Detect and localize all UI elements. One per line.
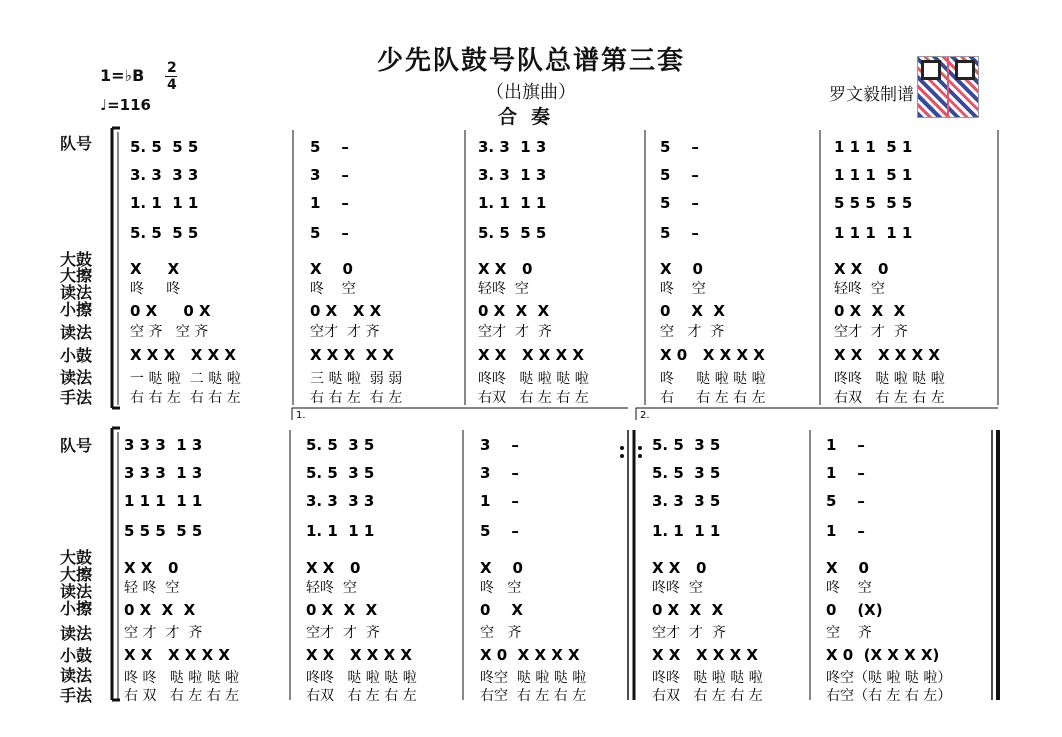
bass-measure-4: X X 0: [652, 559, 707, 577]
cym-read-measure-4: 空 才 齐: [660, 324, 725, 340]
second-ending-bracket: [636, 408, 998, 420]
horn-part-3-measure-1: 1. 1 1 1: [130, 194, 199, 212]
system-2-bracket: [112, 428, 120, 700]
snare-read-measure-5: 咚咚 哒 啦 哒 啦: [834, 371, 945, 387]
snare-measure-2: X X X X X X: [306, 646, 412, 664]
bass-read-measure-4: 咚咚 空: [652, 580, 703, 596]
bass-measure-4: X 0: [660, 260, 703, 278]
repeat-dots: [620, 446, 642, 458]
cym-measure-3: 0 X X X: [478, 302, 550, 320]
hand-measure-3: 右空 右 左 右 左: [480, 688, 587, 704]
snare-read-measure-3: 咚空 哒 啦 哒 啦: [480, 670, 587, 686]
hand-measure-2: 右 右 左 右 左: [310, 390, 403, 406]
label-dufa-1c: 读法: [60, 368, 93, 387]
snare-read-measure-3: 咚咚 哒 啦 哒 啦: [478, 371, 589, 387]
bass-read-measure-2: 咚 空: [310, 281, 356, 297]
cym-read-measure-3: 空 齐: [480, 625, 522, 641]
horn-part-1-measure-1: 3 3 3 1 3: [124, 436, 203, 454]
horn-part-1-measure-5: 1 1 1 5 1: [834, 138, 913, 156]
horn-part-3-measure-2: 1 –: [310, 194, 349, 212]
hand-measure-1: 右 双 右 左 右 左: [124, 688, 240, 704]
snare-read-measure-2: 三 哒 啦 弱 弱: [310, 371, 403, 387]
label-dagu-2: 大鼓: [60, 548, 93, 567]
score-subtitle: （出旗曲）: [486, 82, 576, 103]
hand-measure-3: 右双 右 左 右 左: [478, 390, 589, 406]
cym-read-measure-3: 空才 才 齐: [478, 324, 552, 340]
horn-part-2-measure-2: 3 –: [310, 166, 349, 184]
horn-part-2-measure-4: 5 –: [660, 166, 699, 184]
horn-part-1-measure-4: 5. 5 3 5: [652, 436, 721, 454]
score-mode: 合奏: [497, 106, 564, 128]
horn-part-3-measure-5: 5 5 5 5 5: [834, 194, 913, 212]
cym-measure-1: 0 X X X: [124, 601, 196, 619]
bass-read-measure-3: 咚 空: [480, 580, 522, 596]
horn-part-4-measure-1: 5 5 5 5 5: [124, 522, 203, 540]
hand-measure-2: 右双 右 左 右 左: [306, 688, 417, 704]
snare-measure-2: X X X X X: [310, 346, 394, 364]
hand-measure-4: 右双 右 左 右 左: [652, 688, 763, 704]
cym-read-measure-2: 空才 才 齐: [306, 625, 380, 641]
label-xiaocha-2: 小擦: [60, 599, 93, 618]
bass-read-measure-4: 咚 空: [660, 281, 706, 297]
cym-measure-5: 0 (X): [826, 601, 883, 619]
snare-measure-1: X X X X X X: [124, 646, 230, 664]
system-1-music: [130, 138, 945, 406]
horn-part-4-measure-2: 1. 1 1 1: [306, 522, 375, 540]
hand-measure-4: 右 右 左 右 左: [660, 390, 766, 406]
horn-part-4-measure-4: 5 –: [660, 224, 699, 242]
horn-part-4-measure-5: 1 –: [826, 522, 865, 540]
tempo-marking: ♩=116: [100, 96, 151, 114]
horn-part-4-measure-4: 1. 1 1 1: [652, 522, 721, 540]
cym-measure-2: 0 X X X: [310, 302, 382, 320]
cym-read-measure-1: 空 才 才 齐: [124, 625, 203, 641]
horn-part-2-measure-2: 5. 5 3 5: [306, 464, 375, 482]
cym-measure-3: 0 X: [480, 601, 523, 619]
horn-part-3-measure-3: 1. 1 1 1: [478, 194, 547, 212]
bass-read-measure-2: 轻咚 空: [306, 580, 357, 596]
label-dagu-1: 大鼓: [60, 250, 93, 269]
bass-measure-5: X X 0: [834, 260, 889, 278]
label-xiaogu-1: 小鼓: [60, 346, 93, 365]
horn-part-1-measure-3: 3 –: [480, 436, 519, 454]
horn-part-1-measure-1: 5. 5 5 5: [130, 138, 199, 156]
label-haodui-2: 队号: [60, 436, 93, 455]
horn-part-2-measure-3: 3 –: [480, 464, 519, 482]
first-ending-bracket: [292, 408, 628, 420]
horn-part-1-measure-2: 5 –: [310, 138, 349, 156]
label-dufa-2c: 读法: [60, 666, 93, 685]
hand-measure-5: 右空（右 左 右 左）: [826, 688, 952, 704]
horn-part-3-measure-2: 3. 3 3 3: [306, 492, 375, 510]
horn-part-2-measure-1: 3 3 3 1 3: [124, 464, 203, 482]
horn-part-1-measure-2: 5. 5 3 5: [306, 436, 375, 454]
cym-read-measure-1: 空 齐 空 齐: [130, 324, 209, 340]
snare-measure-1: X X X X X X: [130, 346, 236, 364]
cym-read-measure-5: 空 齐: [826, 625, 872, 641]
hand-measure-5: 右双 右 左 右 左: [834, 390, 945, 406]
horn-part-4-measure-2: 5 –: [310, 224, 349, 242]
cym-measure-4: 0 X X X: [652, 601, 724, 619]
horn-part-1-measure-5: 1 –: [826, 436, 865, 454]
cym-read-measure-2: 空才 才 齐: [310, 324, 380, 340]
second-ending-label: 2.: [640, 410, 650, 421]
system-2-music: [124, 436, 951, 704]
label-haodui-1: 队号: [60, 134, 93, 153]
horn-part-2-measure-5: 1 –: [826, 464, 865, 482]
snare-read-measure-4: 咚 哒 啦 哒 啦: [660, 371, 766, 387]
horn-part-2-measure-3: 3. 3 1 3: [478, 166, 547, 184]
bass-measure-2: X X 0: [306, 559, 361, 577]
label-dacha-2: 大擦: [60, 565, 93, 584]
bass-read-measure-5: 咚 空: [826, 580, 872, 596]
horn-part-3-measure-4: 5 –: [660, 194, 699, 212]
horn-part-3-measure-3: 1 –: [480, 492, 519, 510]
label-xiaocha-1: 小擦: [60, 300, 93, 319]
bass-read-measure-3: 轻咚 空: [478, 281, 529, 297]
bass-measure-3: X 0: [480, 559, 523, 577]
first-ending-label: 1.: [296, 410, 306, 421]
bass-measure-1: X X: [130, 260, 180, 278]
label-dufa-2a: 读法: [60, 582, 93, 601]
label-xiaogu-2: 小鼓: [60, 646, 93, 665]
horn-part-1-measure-3: 3. 3 1 3: [478, 138, 547, 156]
label-dufa-2b: 读法: [60, 624, 93, 643]
snare-measure-4: X 0 X X X X: [660, 346, 765, 364]
time-signature-bottom: 4: [167, 77, 177, 93]
horn-part-4-measure-1: 5. 5 5 5: [130, 224, 199, 242]
snare-measure-4: X X X X X X: [652, 646, 758, 664]
snare-read-measure-1: 咚 咚 哒 啦 哒 啦: [124, 670, 240, 686]
hand-measure-1: 右 右 左 右 右 左: [130, 390, 241, 406]
bass-read-measure-5: 轻咚 空: [834, 281, 885, 297]
snare-measure-3: X X X X X X: [478, 346, 584, 364]
snare-measure-3: X 0 X X X X: [480, 646, 580, 664]
label-shoufa-1: 手法: [60, 388, 93, 407]
horn-part-2-measure-4: 5. 5 3 5: [652, 464, 721, 482]
horn-part-3-measure-4: 3. 3 3 5: [652, 492, 721, 510]
horn-part-1-measure-4: 5 –: [660, 138, 699, 156]
horn-part-2-measure-5: 1 1 1 5 1: [834, 166, 913, 184]
horn-part-3-measure-5: 5 –: [826, 492, 865, 510]
cym-measure-4: 0 X X: [660, 302, 725, 320]
time-signature-top: 2: [167, 60, 177, 76]
key-signature: 1=♭B: [100, 66, 145, 85]
horn-part-4-measure-5: 1 1 1 1 1: [834, 224, 913, 242]
snare-read-measure-5: 咚空（哒 啦 哒 啦）: [826, 670, 952, 686]
cym-measure-5: 0 X X X: [834, 302, 906, 320]
label-dufa-1b: 读法: [60, 323, 93, 342]
cym-measure-1: 0 X 0 X: [130, 302, 211, 320]
label-dufa-1a: 读法: [60, 283, 93, 302]
score-title: 少先队鼓号队总谱第三套: [376, 46, 685, 76]
cym-read-measure-5: 空才 才 齐: [834, 324, 908, 340]
horn-part-2-measure-1: 3. 3 3 3: [130, 166, 199, 184]
snare-read-measure-4: 咚咚 哒 啦 哒 啦: [652, 670, 763, 686]
snare-read-measure-2: 咚咚 哒 啦 哒 啦: [306, 670, 417, 686]
snare-measure-5: X X X X X X: [834, 346, 940, 364]
bass-measure-1: X X 0: [124, 559, 179, 577]
label-dacha-1: 大擦: [60, 266, 93, 285]
snare-measure-5: X 0 (X X X X): [826, 646, 940, 664]
horn-part-3-measure-1: 1 1 1 1 1: [124, 492, 203, 510]
bass-measure-3: X X 0: [478, 260, 533, 278]
snare-read-measure-1: 一 哒 啦 二 哒 啦: [130, 371, 241, 387]
system-1-bracket: [112, 128, 120, 408]
bass-read-measure-1: 轻 咚 空: [124, 580, 180, 596]
composer-credit: 罗文毅制谱: [829, 85, 914, 105]
label-shoufa-2: 手法: [60, 686, 93, 705]
bass-measure-2: X 0: [310, 260, 353, 278]
bass-read-measure-1: 咚 咚: [130, 281, 181, 297]
cym-read-measure-4: 空才 才 齐: [652, 625, 726, 641]
horn-part-4-measure-3: 5. 5 5 5: [478, 224, 547, 242]
horn-part-4-measure-3: 5 –: [480, 522, 519, 540]
cym-measure-2: 0 X X X: [306, 601, 378, 619]
bass-measure-5: X 0: [826, 559, 869, 577]
